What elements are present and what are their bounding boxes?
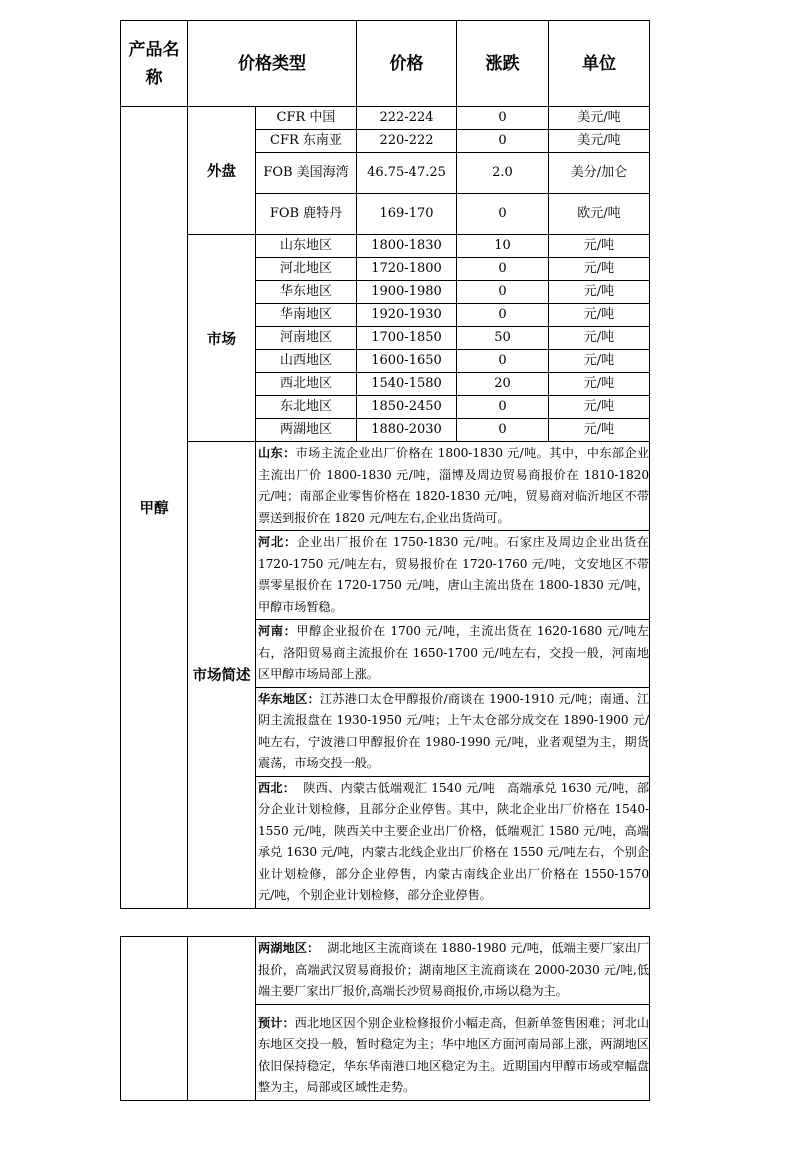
- summary-northwest: [256, 776, 653, 908]
- unit-cell: 元/吨: [549, 281, 650, 304]
- header-unit: 单位: [549, 21, 650, 107]
- change-cell: 0: [457, 396, 549, 419]
- unit-cell: 美分/加仑: [549, 153, 650, 194]
- summary-text: 甲醇企业报价在 1700 元/吨，主流出货在 1620-1680 元/吨左右，洛阳贸易商主流报价在 1650-1700 元/吨左右，交投一般，河南地区甲醇市场局部上涨。: [258, 624, 649, 681]
- methanol-price-table: [120, 20, 653, 909]
- table-row: [121, 107, 650, 130]
- change-cell: 0: [457, 350, 549, 373]
- change-cell: 0: [457, 107, 549, 130]
- summary-text: 陕西、内蒙古低端观汇 1540 元/吨 高端承兑 1630 元/吨，部分企业计划检修，且部分企业停售。其中，陕北企业出厂价格在 1540-1550 元/吨，陕西关中主要企业出厂价格，低端观汇 1580 元/吨，高端承兑 1630 元/吨，内蒙古北线企业出厂价格在 1550 元/吨左右，个别企业计划检修，部分企业停售，内蒙古南线企业出厂价格在 1550-1570 元/吨，个别企业计划检修，部分企业停售。: [258, 780, 653, 902]
- summary-henan: [256, 620, 650, 688]
- unit-cell: 欧元/吨: [549, 194, 650, 235]
- price-type-cell: 河北地区: [256, 258, 357, 281]
- region-label: 西北：: [258, 780, 296, 795]
- change-cell: 20: [457, 373, 549, 396]
- price-cell: 1880-2030: [357, 419, 457, 442]
- empty-product-cell: [121, 937, 188, 1101]
- price-type-cell: 两湖地区: [256, 419, 357, 442]
- region-label: 预计：: [258, 1015, 295, 1030]
- unit-cell: 元/吨: [549, 327, 650, 350]
- region-label: 山东：: [258, 446, 296, 460]
- region-label: 华东地区：: [258, 691, 320, 706]
- price-cell: 46.75-47.25: [357, 153, 457, 194]
- price-cell: 1900-1980: [357, 281, 457, 304]
- price-type-cell: 华南地区: [256, 304, 357, 327]
- summary-forecast: [256, 1004, 650, 1100]
- foreign-group-label: 外盘: [188, 107, 256, 235]
- unit-cell: 美元/吨: [549, 130, 650, 153]
- unit-cell: 元/吨: [549, 373, 650, 396]
- region-label: 河南：: [258, 624, 297, 638]
- price-type-cell: 西北地区: [256, 373, 357, 396]
- price-type-cell: 东北地区: [256, 396, 357, 419]
- region-label: 河北：: [258, 535, 298, 549]
- header-price: 价格: [357, 21, 457, 107]
- price-type-cell: 华东地区: [256, 281, 357, 304]
- price-cell: 220-222: [357, 130, 457, 153]
- header-product: 产品名称: [121, 21, 188, 107]
- price-cell: 1720-1800: [357, 258, 457, 281]
- change-cell: 0: [457, 419, 549, 442]
- price-cell: 1920-1930: [357, 304, 457, 327]
- summary-row: [121, 442, 650, 531]
- header-change: 涨跌: [457, 21, 549, 107]
- unit-cell: 元/吨: [549, 396, 650, 419]
- change-cell: 0: [457, 304, 549, 327]
- change-cell: 10: [457, 235, 549, 258]
- price-cell: 1800-1830: [357, 235, 457, 258]
- price-type-cell: 山西地区: [256, 350, 357, 373]
- change-cell: 2.0: [457, 153, 549, 194]
- unit-cell: 元/吨: [549, 304, 650, 327]
- summary-text: 市场主流企业出厂价格在 1800-1830 元/吨。其中，中东部企业主流出厂价 1800-1830 元/吨，淄博及周边贸易商报价在 1810-1820 元/吨；南部企业零售价格在 1820-1830 元/吨，贸易商对临沂地区不带票送到报价在 1820 元/吨左右,企业出货尚可。: [258, 446, 650, 525]
- continuation-table: [120, 936, 650, 1101]
- summary-row: [121, 937, 650, 1005]
- summary-lianghu: [256, 937, 650, 1005]
- price-type-cell: 河南地区: [256, 327, 357, 350]
- price-type-cell: CFR 中国: [256, 107, 357, 130]
- summary-group-label: 市场简述: [188, 442, 256, 909]
- price-cell: 1700-1850: [357, 327, 457, 350]
- summary-hebei: [256, 531, 650, 620]
- price-cell: 222-224: [357, 107, 457, 130]
- header-price-type: 价格类型: [188, 21, 357, 107]
- price-type-cell: FOB 鹿特丹: [256, 194, 357, 235]
- summary-text: 企业出厂报价在 1750-1830 元/吨。石家庄及周边企业出货在 1720-1750 元/吨左右，贸易报价在 1720-1760 元/吨，文安地区不带票零星报价在 1720-1750 元/吨，唐山主流出货在 1800-1830 元/吨，甲醇市场暂稳。: [258, 535, 649, 614]
- summary-text: 西北地区因个别企业检修报价小幅走高，但新单签售困难；河北山东地区交投一般，暂时稳定为主；华中地区方面河南局部上涨，两湖地区依旧保持稳定，华东华南港口地区稳定为主。近期国内甲醇市场或窄幅盘整为主，局部或区域性走势。: [258, 1015, 649, 1094]
- change-cell: 50: [457, 327, 549, 350]
- price-cell: 169-170: [357, 194, 457, 235]
- change-cell: 0: [457, 194, 549, 235]
- unit-cell: 元/吨: [549, 235, 650, 258]
- unit-cell: 美元/吨: [549, 107, 650, 130]
- price-type-cell: 山东地区: [256, 235, 357, 258]
- summary-text: 江苏港口太仓甲醇报价/商谈在 1900-1910 元/吨；南通、江阴主流报盘在 1930-1950 元/吨；上午太仓部分成交在 1890-1900 元/吨左右，宁波港口甲醇报价在 1980-1990 元/吨，业者观望为主，期货震荡，市场交投一般。: [258, 691, 650, 770]
- change-cell: 0: [457, 281, 549, 304]
- summary-text: 湖北地区主流商谈在 1880-1980 元/吨，低端主要厂家出厂报价，高端武汉贸易商报价；湖南地区主流商谈在 2000-2030 元/吨,低端主要厂家出厂报价,高端长沙贸易商报价,市场以稳为主。: [258, 941, 650, 998]
- price-cell: 1600-1650: [357, 350, 457, 373]
- table-row: [121, 235, 650, 258]
- market-group-label: 市场: [188, 235, 256, 442]
- change-cell: 0: [457, 130, 549, 153]
- unit-cell: 元/吨: [549, 419, 650, 442]
- region-label: 两湖地区：: [258, 941, 320, 955]
- header-row: [121, 21, 650, 107]
- summary-shandong: [256, 442, 650, 531]
- price-type-cell: FOB 美国海湾: [256, 153, 357, 194]
- change-cell: 0: [457, 258, 549, 281]
- price-type-cell: CFR 东南亚: [256, 130, 357, 153]
- price-cell: 1540-1580: [357, 373, 457, 396]
- summary-east-china: [256, 687, 650, 776]
- product-name-cell: 甲醇: [121, 107, 188, 909]
- unit-cell: 元/吨: [549, 258, 650, 281]
- price-cell: 1850-2450: [357, 396, 457, 419]
- empty-type-cell: [188, 937, 256, 1101]
- unit-cell: 元/吨: [549, 350, 650, 373]
